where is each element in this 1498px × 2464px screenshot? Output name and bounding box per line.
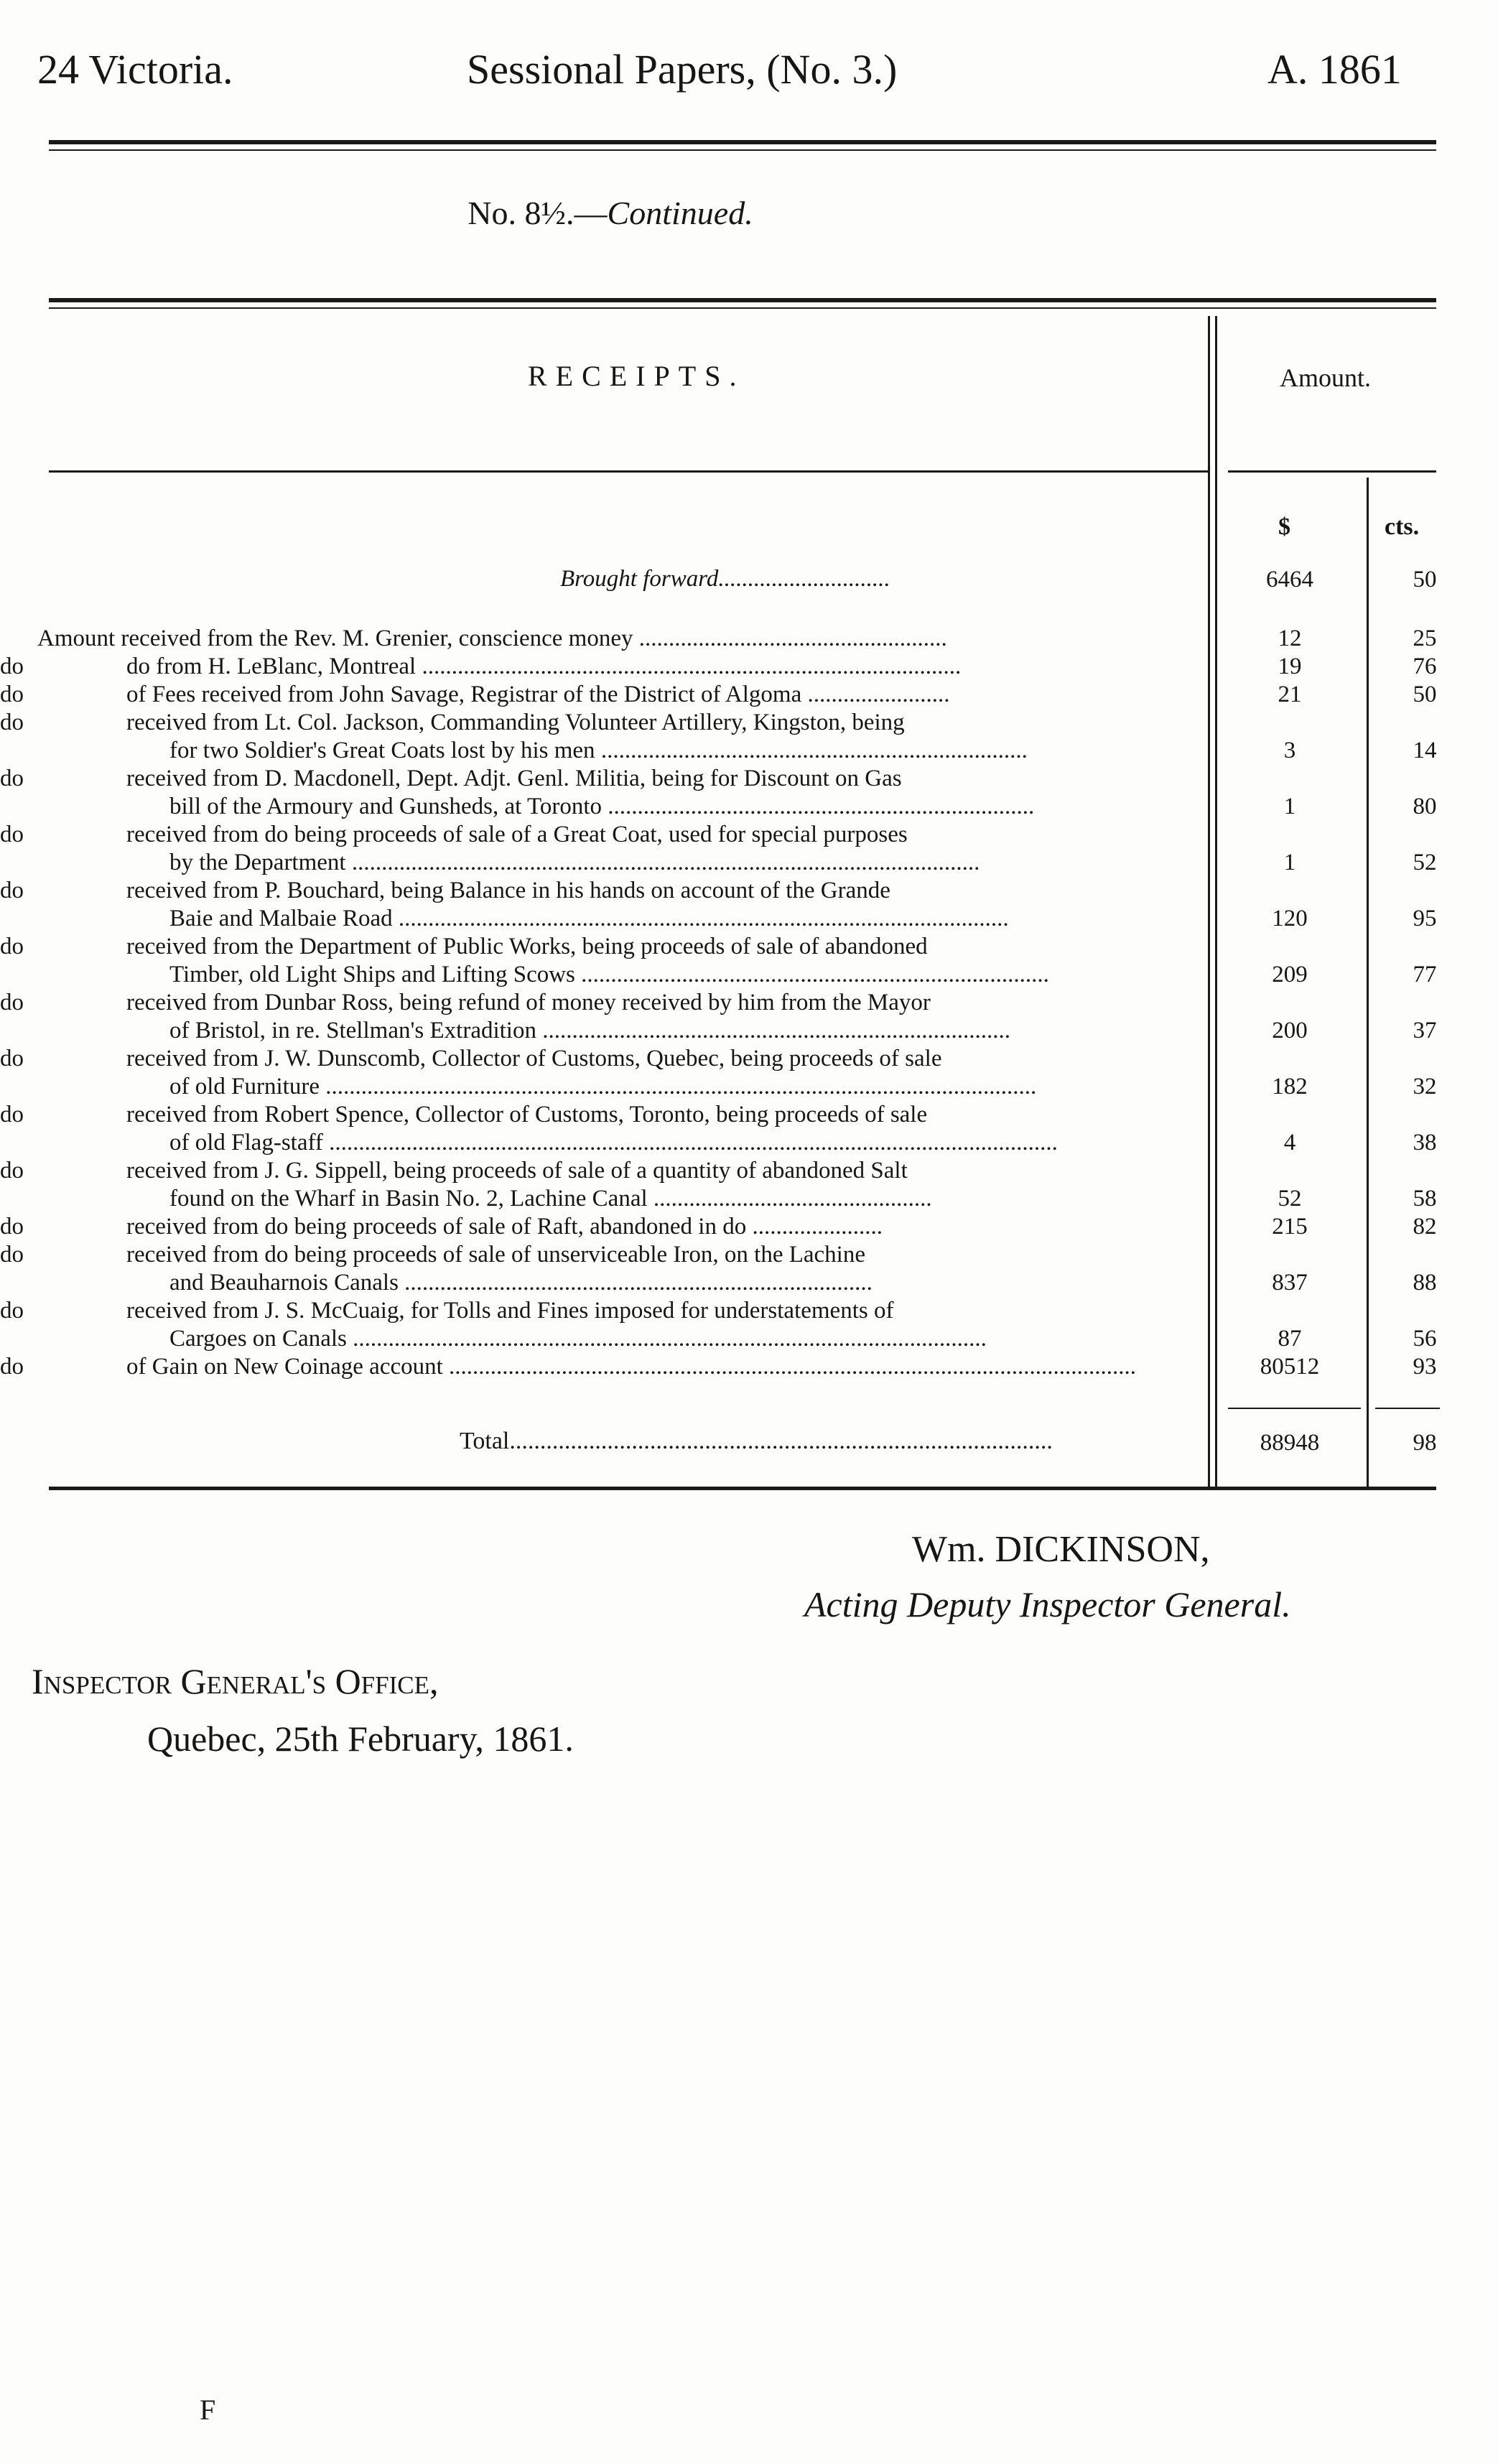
row-prefix: do bbox=[0, 1354, 24, 1380]
row-dollars: 12 bbox=[1278, 626, 1302, 651]
row-cents: 38 bbox=[1413, 1130, 1437, 1156]
header-rule-thick bbox=[49, 140, 1436, 144]
total-label: Total......................................................................................... bbox=[460, 1428, 1053, 1454]
row-dollars: 52 bbox=[1278, 1186, 1302, 1212]
cents-divider bbox=[1367, 478, 1369, 1487]
row-description-cont: found on the Wharf in Basin No. 2, Lachine Canal ............................................... bbox=[169, 1186, 932, 1212]
row-prefix: do bbox=[0, 766, 24, 791]
document-subtitle bbox=[0, 194, 1221, 232]
cents-heading: cts. bbox=[1385, 513, 1420, 540]
row-description-cont: Timber, old Light Ships and Lifting Scows ............................................................................... bbox=[169, 962, 1049, 987]
row-prefix: do bbox=[0, 878, 24, 903]
row-cents: 76 bbox=[1413, 654, 1437, 679]
row-cents: 58 bbox=[1413, 1186, 1437, 1212]
row-dollars: 200 bbox=[1272, 1018, 1308, 1043]
row-cents: 52 bbox=[1413, 850, 1437, 875]
row-dollars: 21 bbox=[1278, 682, 1302, 707]
row-description: do from H. LeBlanc, Montreal ........................................................................................... bbox=[126, 654, 962, 679]
row-cents: 77 bbox=[1413, 962, 1437, 987]
row-description: Amount received from the Rev. M. Grenier, conscience money .................................................... bbox=[37, 626, 947, 651]
row-description-cont: bill of the Armoury and Gunsheds, at Toronto ........................................................................ bbox=[169, 794, 1035, 819]
row-description: received from do being proceeds of sale of Raft, abandoned in do ...................... bbox=[126, 1214, 883, 1240]
row-cents: 37 bbox=[1413, 1018, 1437, 1043]
row-dollars: 80512 bbox=[1260, 1354, 1320, 1380]
brought-forward-dollars: 6464 bbox=[1266, 567, 1313, 592]
row-description: received from D. Macdonell, Dept. Adjt. Genl. Militia, being for Discount on Gas bbox=[126, 766, 902, 791]
row-dollars: 87 bbox=[1278, 1326, 1302, 1352]
continued-label: Continued. bbox=[607, 195, 753, 231]
office-place-date: Quebec, 25th February, 1861. bbox=[147, 1719, 574, 1759]
table-bottom-rule bbox=[49, 1487, 1436, 1490]
row-dollars: 4 bbox=[1283, 1130, 1296, 1156]
row-description: received from do being proceeds of sale of unserviceable Iron, on the Lachine bbox=[126, 1242, 865, 1268]
row-description-cont: of old Flag-staff ........................................................................................................................... bbox=[169, 1130, 1058, 1156]
row-dollars: 209 bbox=[1272, 962, 1308, 987]
row-prefix: do bbox=[0, 934, 24, 959]
row-cents: 25 bbox=[1413, 626, 1437, 651]
table-top-rule-thin bbox=[49, 307, 1436, 309]
row-dollars: 1 bbox=[1283, 850, 1296, 875]
row-description-cont: of Bristol, in re. Stellman's Extradition ............................................................................... bbox=[169, 1018, 1010, 1043]
row-prefix: do bbox=[0, 1158, 24, 1184]
row-description: received from Robert Spence, Collector of Customs, Toronto, being proceeds of sale bbox=[126, 1102, 928, 1128]
row-prefix: do bbox=[0, 710, 24, 735]
row-cents: 50 bbox=[1413, 682, 1437, 707]
row-prefix: do bbox=[0, 682, 24, 707]
row-description-cont: by the Department .......................................................................................................... bbox=[169, 850, 980, 875]
row-cents: 95 bbox=[1413, 906, 1437, 931]
header-rule-thin bbox=[49, 149, 1436, 151]
row-description: received from the Department of Public Works, being proceeds of sale of abandoned bbox=[126, 934, 928, 959]
row-cents: 56 bbox=[1413, 1326, 1437, 1352]
total-dollars: 88948 bbox=[1260, 1430, 1320, 1456]
brought-forward-label: Brought forward............................. bbox=[560, 566, 890, 592]
row-cents: 14 bbox=[1413, 738, 1437, 763]
row-cents: 93 bbox=[1413, 1354, 1437, 1380]
total-rule-cents bbox=[1375, 1408, 1440, 1409]
table-top-rule bbox=[49, 298, 1436, 302]
heading-rule-amount bbox=[1228, 470, 1436, 473]
row-prefix: do bbox=[0, 990, 24, 1015]
row-description-cont: of old Furniture ........................................................................................................................ bbox=[169, 1074, 1037, 1099]
row-prefix: do bbox=[0, 1102, 24, 1128]
row-description: received from Lt. Col. Jackson, Commanding Volunteer Artillery, Kingston, being bbox=[126, 710, 905, 735]
row-description: received from J. G. Sippell, being proceeds of sale of a quantity of abandoned Salt bbox=[126, 1158, 908, 1184]
row-description: received from Dunbar Ross, being refund of money received by him from the Mayor bbox=[126, 990, 931, 1015]
dollars-heading: $ bbox=[1278, 513, 1290, 540]
signatory-title: Acting Deputy Inspector General. bbox=[804, 1584, 1291, 1624]
row-dollars: 19 bbox=[1278, 654, 1302, 679]
row-prefix: do bbox=[0, 1046, 24, 1071]
row-cents: 32 bbox=[1413, 1074, 1437, 1099]
total-cents: 98 bbox=[1413, 1430, 1437, 1456]
header-year: A. 1861 bbox=[1267, 46, 1402, 93]
row-description: received from J. W. Dunscomb, Collector of Customs, Quebec, being proceeds of sale bbox=[126, 1046, 942, 1071]
document-number: No. 8½.— bbox=[467, 195, 608, 231]
column-divider-right bbox=[1215, 316, 1217, 1487]
row-prefix: do bbox=[0, 654, 24, 679]
header-volume: 24 Victoria. bbox=[37, 46, 233, 93]
signatory-name: Wm. DICKINSON, bbox=[912, 1529, 1210, 1570]
row-cents: 82 bbox=[1413, 1214, 1437, 1240]
column-divider-left bbox=[1208, 316, 1210, 1487]
row-cents: 80 bbox=[1413, 794, 1437, 819]
row-dollars: 182 bbox=[1272, 1074, 1308, 1099]
amount-heading: Amount. bbox=[1280, 363, 1372, 392]
row-cents: 88 bbox=[1413, 1270, 1437, 1296]
row-description-cont: and Beauharnois Canals ............................................................................... bbox=[169, 1270, 873, 1296]
row-description: received from do being proceeds of sale of a Great Coat, used for special purposes bbox=[126, 822, 908, 847]
row-description-cont: Cargoes on Canals ........................................................................................................... bbox=[169, 1326, 987, 1352]
row-prefix: do bbox=[0, 1298, 24, 1324]
row-dollars: 3 bbox=[1283, 738, 1296, 763]
row-dollars: 215 bbox=[1272, 1214, 1308, 1240]
row-description: received from P. Bouchard, being Balance in his hands on account of the Grande bbox=[126, 878, 890, 903]
row-description-cont: for two Soldier's Great Coats lost by his men ........................................................................ bbox=[169, 738, 1028, 763]
total-rule-dollars bbox=[1228, 1408, 1361, 1409]
row-dollars: 1 bbox=[1283, 794, 1296, 819]
row-description-cont: Baie and Malbaie Road ....................................................................................................... bbox=[169, 906, 1009, 931]
header-sessional-papers: Sessional Papers, (No. 3.) bbox=[467, 46, 898, 93]
brought-forward-cents: 50 bbox=[1413, 567, 1437, 592]
row-prefix: do bbox=[0, 1214, 24, 1240]
office-name: Inspector General's Office, bbox=[32, 1661, 439, 1701]
row-description: of Fees received from John Savage, Registrar of the District of Algoma ........................ bbox=[126, 682, 950, 707]
row-prefix: do bbox=[0, 822, 24, 847]
footer-signature-mark: F bbox=[200, 2394, 216, 2426]
row-prefix: do bbox=[0, 1242, 24, 1268]
row-dollars: 120 bbox=[1272, 906, 1308, 931]
row-dollars: 837 bbox=[1272, 1270, 1308, 1296]
receipts-heading: RECEIPTS. bbox=[528, 360, 745, 392]
heading-rule-receipts bbox=[49, 470, 1208, 473]
row-description: of Gain on New Coinage account .................................................................................................................... bbox=[126, 1354, 1137, 1380]
row-description: received from J. S. McCuaig, for Tolls and Fines imposed for understatements of bbox=[126, 1298, 894, 1324]
